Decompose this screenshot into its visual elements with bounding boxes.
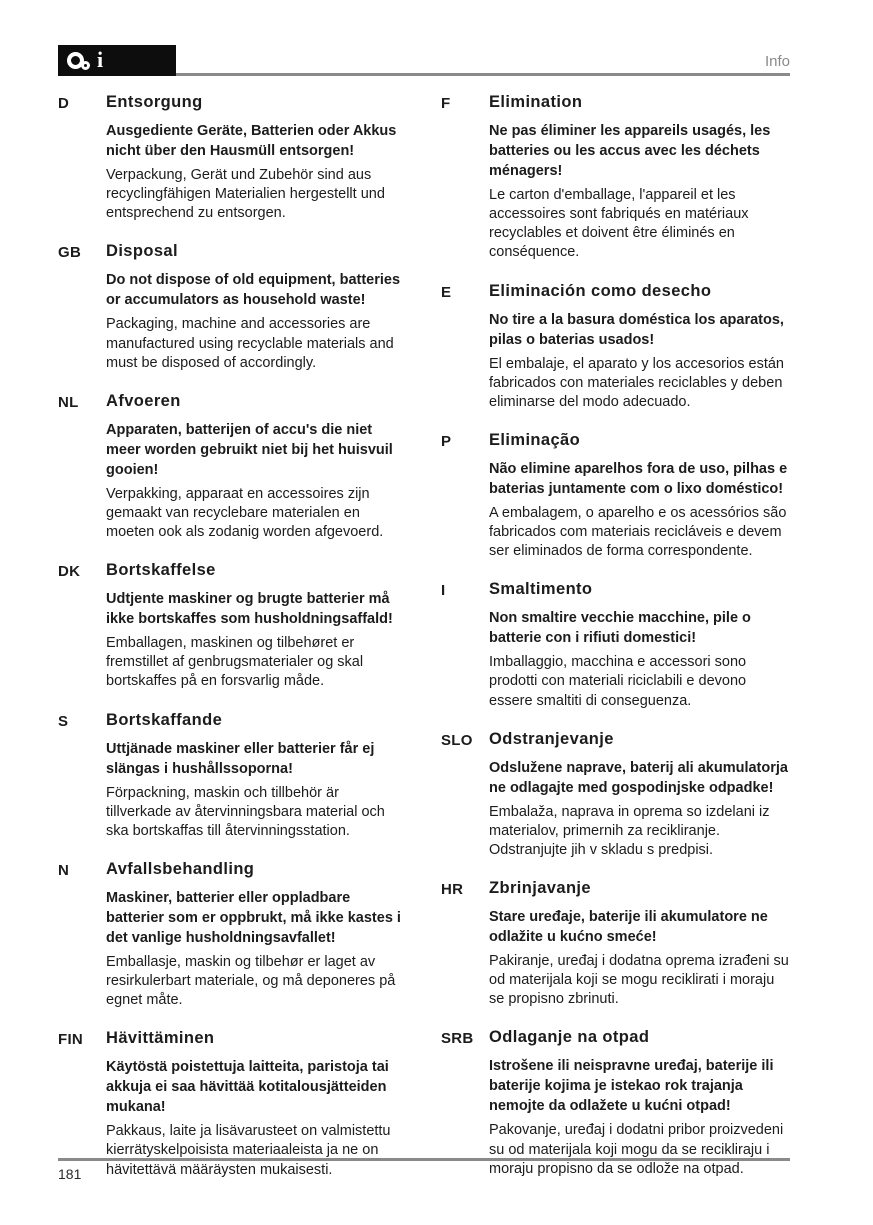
section-body: [489, 282, 790, 412]
info-i-glyph: i: [97, 46, 104, 72]
language-code: NL: [58, 393, 79, 411]
section-body: [489, 879, 790, 1009]
section-body-text: Emballagen, maskinen og tilbehøret er fremstillet af genbrugsmaterialer og skal bortskaffes på en forsvarlig måde.: [106, 635, 364, 690]
section-body: [489, 93, 790, 263]
section-title: Eliminación como desecho: [489, 281, 712, 300]
section-body-text: Pakovanje, uređaj i dodatni pribor proizvedeni su od materijala koji mogu da se recikliraju i moraju propisno da se odlože na otpad.: [489, 1122, 784, 1177]
language-code: SLO: [441, 731, 473, 749]
small-circle-glyph: [81, 61, 90, 70]
language-section-e: [441, 282, 790, 412]
language-code: SRB: [441, 1030, 474, 1048]
section-body-text: El embalaje, el aparato y los accesorios están fabricados con materiales reciclables y deben eliminarse del modo adecuado.: [489, 355, 784, 410]
section-warning-text: No tire a la basura doméstica los aparatos, pilas o baterias usados!: [489, 311, 784, 348]
section-warning-text: Ne pas éliminer les appareils usagés, les batteries ou les accus avec les déchets ménagers!: [489, 123, 771, 179]
section-body-text: Verpackung, Gerät und Zubehör sind aus recyclingfähigen Materialien hergestellt und entsprechend zu entsorgen.: [106, 167, 385, 222]
language-section-s: [58, 711, 407, 841]
section-title: Disposal: [106, 242, 178, 261]
section-body: [106, 392, 407, 542]
section-warning-text: Maskiner, batterier eller oppladbare batterier som er oppbrukt, må ikke kastes i det vanlige husholdningsavfallet!: [106, 889, 401, 946]
section-body: [489, 580, 790, 710]
section-title: Odstranjevanje: [489, 729, 614, 748]
section-body-text: A embalagem, o aparelho e os acessórios são fabricados com materiais recicláveis e devem ser eliminados de forma correspondente.: [489, 504, 787, 560]
section-title: Hävittäminen: [106, 1029, 215, 1048]
section-body-text: Förpackning, maskin och tillbehör är tillverkade av återvinningsbara material och ska bortskaffas till återvinningsstation.: [106, 784, 385, 839]
language-section-f: [441, 93, 790, 263]
language-code: I: [441, 582, 446, 600]
section-title: Smaltimento: [489, 580, 593, 599]
content-columns: [58, 76, 790, 1199]
page-number: 181: [58, 1166, 82, 1182]
page-footer: [58, 1158, 790, 1182]
language-section-dk: [58, 561, 407, 691]
section-title: Bortskaffande: [106, 710, 223, 729]
language-code: P: [441, 432, 452, 450]
footer-divider: [58, 1158, 790, 1161]
section-title: Avfallsbehandling: [106, 859, 255, 878]
page-header: [58, 0, 790, 76]
section-body: [489, 1028, 790, 1178]
language-section-n: [58, 860, 407, 1010]
section-warning-text: Ausgediente Geräte, Batterien oder Akkus nicht über den Hausmüll entsorgen!: [106, 123, 397, 159]
language-code: DK: [58, 563, 81, 581]
section-body: [106, 860, 407, 1010]
section-warning-text: Uttjänade maskiner eller batterier får ej slängas i hushållssoporna!: [106, 740, 375, 777]
section-title: Entsorgung: [106, 93, 203, 111]
header-info-label: Info: [764, 53, 790, 70]
language-section-gb: [58, 242, 407, 372]
language-section-i: [441, 580, 790, 710]
tools-info-icon: [58, 45, 176, 76]
section-warning-text: Apparaten, batterijen of accu's die niet meer worden gebruikt niet bij het huisvuil gooien!: [106, 421, 393, 478]
section-warning-text: Não elimine aparelhos fora de uso, pilhas e baterias juntamente com o lixo doméstico!: [489, 460, 788, 497]
section-body-text: Pakiranje, uređaj i dodatna oprema izrađeni su od materijala koji se mogu reciklirati i moraju se propisno zbrinuti.: [489, 953, 789, 1008]
section-body: [106, 93, 407, 223]
section-title: Elimination: [489, 93, 583, 111]
section-body: [106, 561, 407, 691]
section-title: Afvoeren: [106, 391, 181, 410]
section-body: [106, 242, 407, 372]
language-code: N: [58, 861, 70, 879]
section-body-text: Verpakking, apparaat en accessoires zijn gemaakt van recyclebare materialen en moeten ook als zodanig worden afgevoerd.: [106, 485, 384, 540]
section-title: Bortskaffelse: [106, 561, 216, 580]
section-warning-text: Istrošene ili neispravne uređaj, baterije ili baterije kojima je istekao rok trajanja nemojte da odlažete u kućni otpad!: [489, 1058, 774, 1115]
section-body-text: Packaging, machine and accessories are manufactured using recyclable materials and must be disposed of accordingly.: [106, 316, 394, 371]
section-body: [489, 730, 790, 860]
left-column: [58, 93, 407, 1199]
section-title: Zbrinjavanje: [489, 879, 591, 897]
language-section-p: [441, 431, 790, 561]
section-body-text: Pakkaus, laite ja lisävarusteet on valmistettu kierrätyskelpoisista materiaaleista ja ne on hävitettävä määräysten mukaisesti.: [106, 1123, 391, 1178]
section-body-text: Le carton d'emballage, l'appareil et les accessoires sont fabriqués en matériaux recyclables et doivent être éliminés en conséquence.: [489, 187, 749, 261]
section-title: Odlaganje na otpad: [489, 1028, 650, 1047]
language-section-hr: [441, 879, 790, 1009]
section-body: [489, 431, 790, 561]
section-title: Eliminação: [489, 430, 581, 449]
language-code: FIN: [58, 1031, 84, 1049]
section-warning-text: Non smaltire vecchie macchine, pile o batterie con i rifiuti domestici!: [489, 610, 751, 647]
language-section-nl: [58, 392, 407, 542]
language-code: E: [441, 283, 452, 301]
language-section-slo: [441, 730, 790, 860]
section-warning-text: Stare uređaje, baterije ili akumulatore ne odlažite u kućno smeće!: [489, 909, 768, 945]
language-section-d: [58, 93, 407, 223]
language-code: GB: [58, 244, 82, 262]
section-body-text: Imballaggio, macchina e accessori sono prodotti con materiali riciclabili e devono essere smaltiti di conseguenza.: [489, 654, 747, 709]
section-body-text: Embalaža, naprava in oprema so izdelani iz materialov, primernih za recikliranje. Odstranjujte jih v skladu s predpisi.: [489, 803, 770, 858]
language-code: S: [58, 712, 69, 730]
language-code: D: [58, 95, 70, 112]
language-section-srb: [441, 1028, 790, 1178]
section-warning-text: Udtjente maskiner og brugte batterier må ikke bortskaffes som husholdningsaffald!: [106, 591, 393, 628]
section-warning-text: Do not dispose of old equipment, batteries or accumulators as household waste!: [106, 272, 401, 309]
manual-page: [58, 0, 790, 1225]
language-code: HR: [441, 881, 464, 898]
right-column: [441, 93, 790, 1199]
language-code: F: [441, 95, 451, 112]
section-warning-text: Odslužene naprave, baterij ali akumulatorja ne odlagajte med gospodinjske odpadke!: [489, 759, 788, 796]
section-body-text: Emballasje, maskin og tilbehør er laget av resirkulerbart materiale, og må deponeres på egnet måte.: [106, 953, 396, 1009]
section-warning-text: Käytöstä poistettuja laitteita, paristoja tai akkuja ei saa hävittää kotitalousjätteiden mukana!: [106, 1059, 389, 1116]
section-body: [106, 711, 407, 841]
